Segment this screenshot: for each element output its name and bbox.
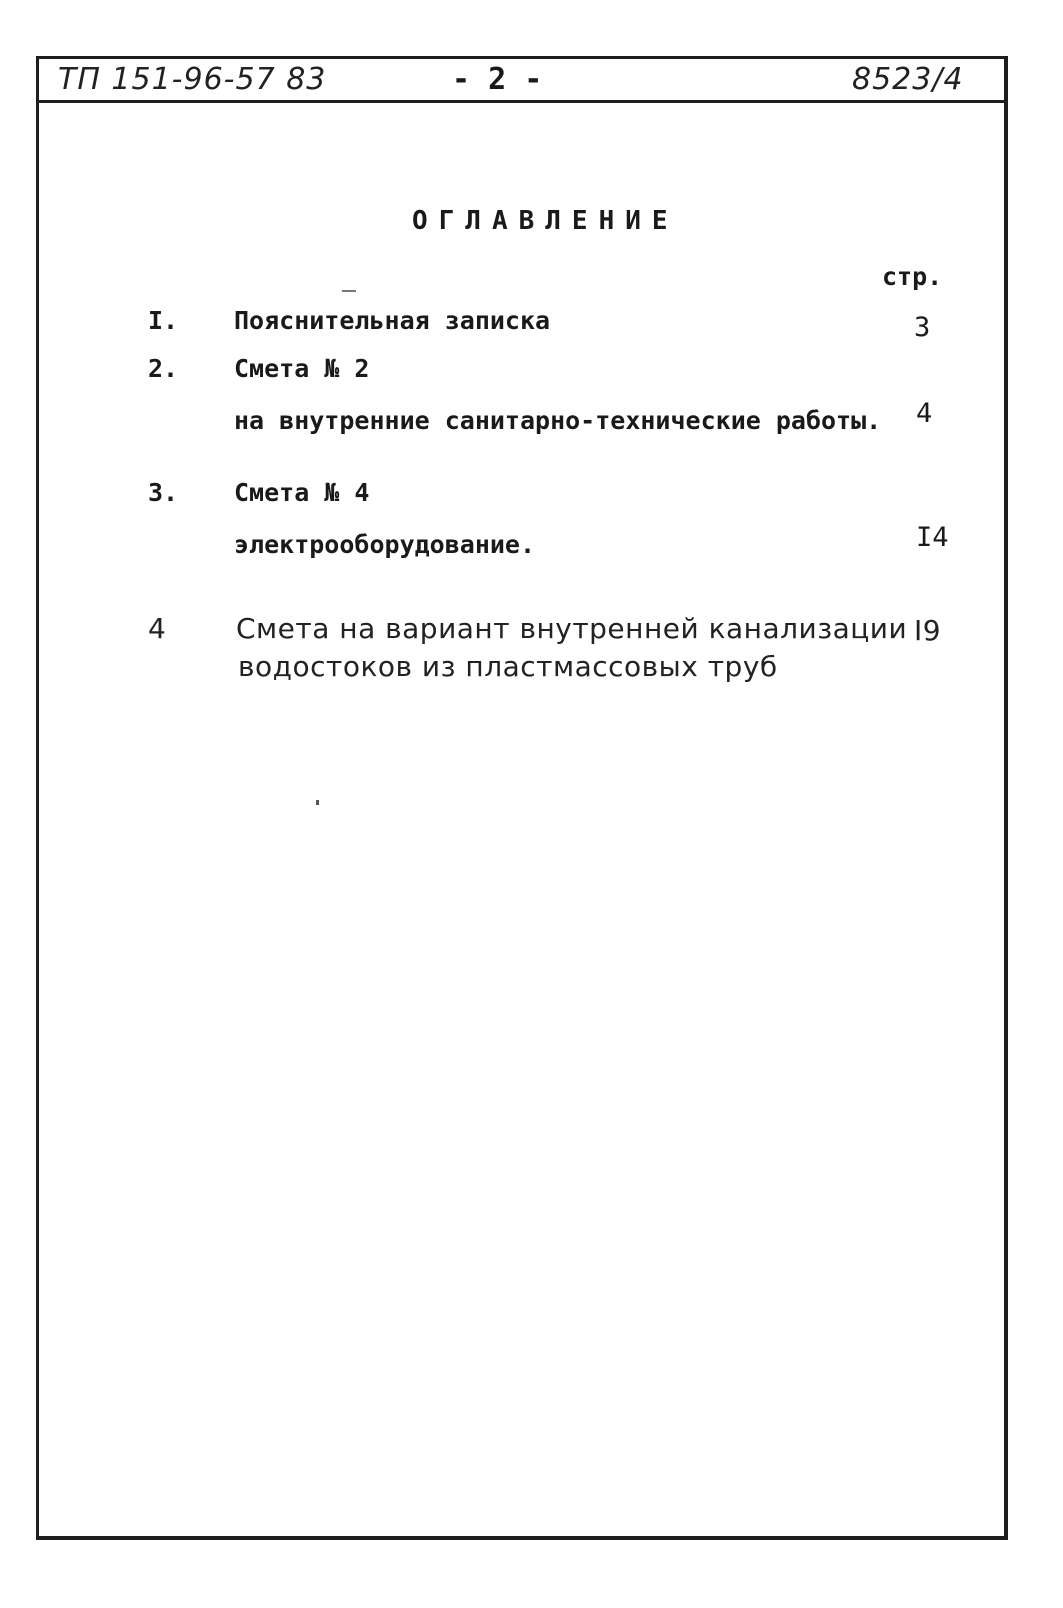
- toc-entry-2-title: Смета № 2: [234, 354, 370, 383]
- page-frame: [36, 56, 1008, 1540]
- page-number: - 2 -: [452, 62, 543, 97]
- toc-entry-2-subtitle: на внутренние санитарно-технические работы.: [234, 406, 882, 435]
- ink-speck: [316, 800, 319, 805]
- header-divider: [36, 100, 1008, 103]
- toc-entry-1-number: I.: [148, 306, 179, 335]
- toc-entry-2-page: 4: [916, 398, 933, 429]
- toc-entry-4-number: 4: [148, 612, 167, 645]
- archive-number: 8523/4: [852, 62, 964, 97]
- page-column-label: стр.: [882, 262, 943, 291]
- toc-entry-4-page: I9: [914, 614, 942, 647]
- toc-entry-2-number: 2.: [148, 354, 179, 383]
- toc-entry-1-title: Пояснительная записка: [234, 306, 551, 335]
- dash-mark: [342, 290, 356, 292]
- toc-entry-4-title: Смета на вариант внутренней канализации: [236, 612, 908, 645]
- page-title: ОГЛАВЛЕНИЕ: [412, 206, 679, 236]
- toc-entry-4-subtitle: водостоков из пластмассовых труб: [238, 650, 778, 683]
- document-code: ТП 151-96-57 83: [58, 62, 327, 97]
- toc-entry-3-page: I4: [916, 522, 949, 553]
- toc-entry-1-page: 3: [914, 312, 931, 343]
- toc-entry-3-title: Смета № 4: [234, 478, 370, 507]
- toc-entry-3-number: 3.: [148, 478, 179, 507]
- toc-entry-3-subtitle: электрооборудование.: [234, 530, 536, 559]
